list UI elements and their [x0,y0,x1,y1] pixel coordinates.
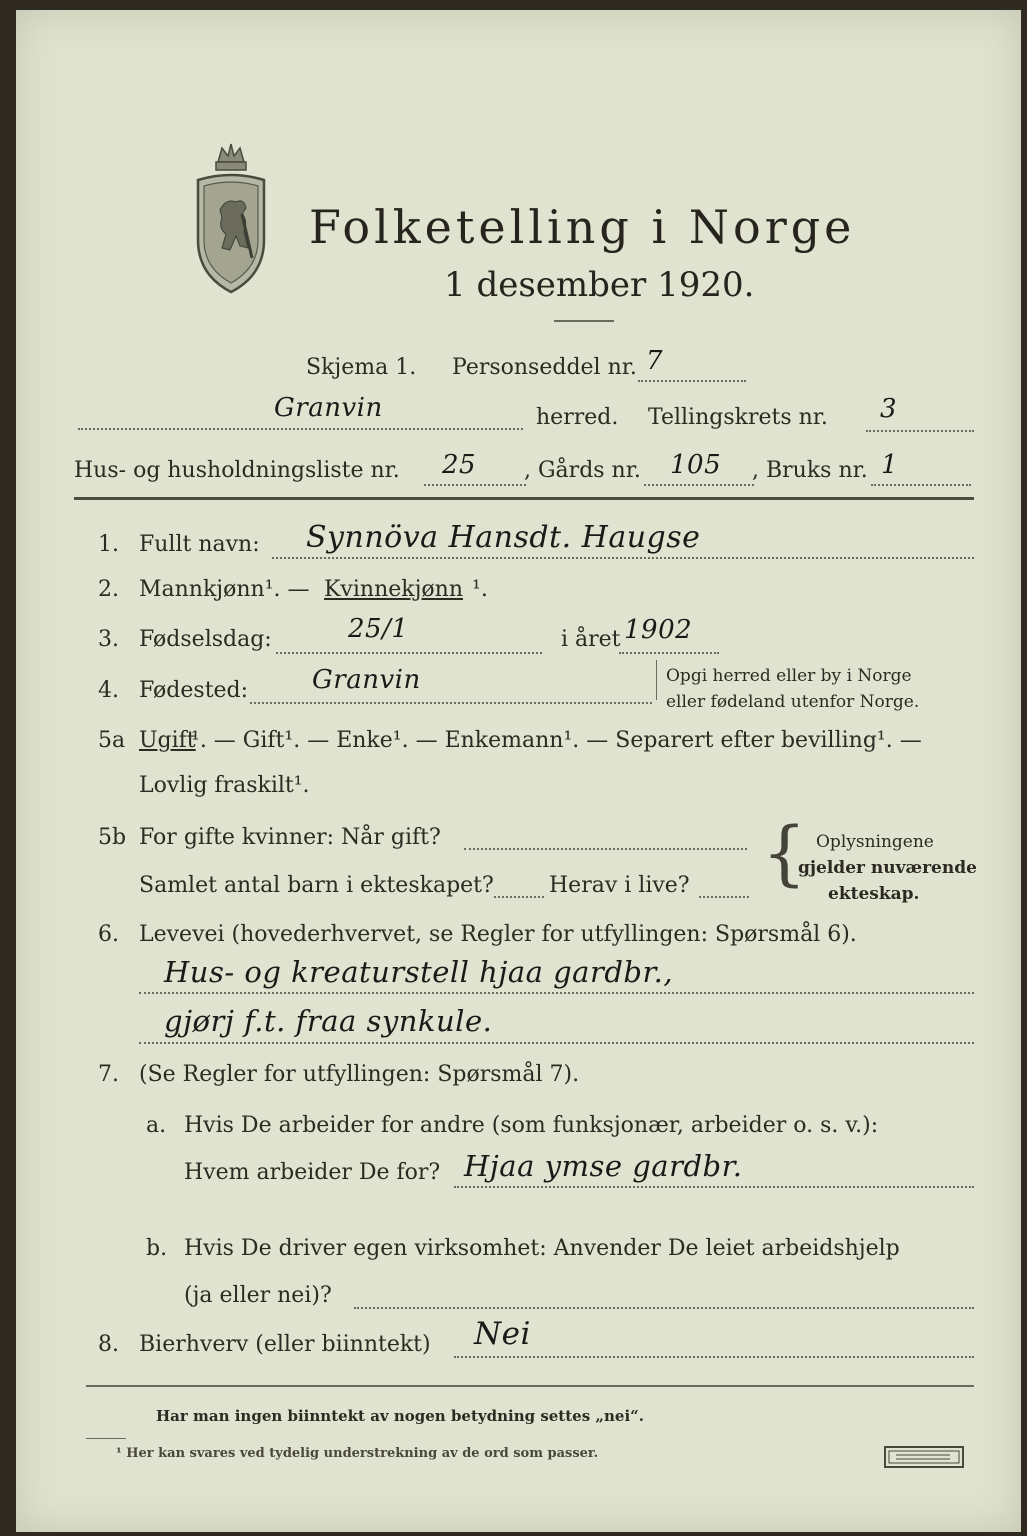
q4-number: 4. [98,678,119,703]
q5b-label3: Herav i live? [549,873,690,898]
q8-line [454,1356,974,1358]
q8-number: 8. [98,1332,119,1357]
q3-number: 3. [98,627,119,652]
tellingskrets-value: 3 [880,394,898,424]
footnote-rule [86,1438,126,1439]
q2-kvinne: Kvinnekjønn [324,577,463,602]
q5b-count-line [494,896,544,898]
q6-label: Levevei (hovederhvervet, se Regler for utfyllingen: Spørsmål 6). [139,922,857,947]
q5b-when-line [464,848,747,850]
personseddel-label: Personseddel nr. [452,355,637,380]
hus-line [424,484,526,486]
q7a-value: Hjaa ymse gardbr. [464,1149,743,1183]
herred-value: Granvin [274,393,383,423]
q2-mann: Mannkjønn¹. — [139,577,310,602]
q7b-line [354,1307,974,1309]
personseddel-value: 7 [646,346,664,376]
q5b-note3: ekteskap. [828,884,920,904]
q5a-line2: Lovlig fraskilt¹. [139,773,310,798]
q4-note-brace [656,660,659,700]
bruks-value: 1 [881,450,899,480]
q3-year-value: 1902 [624,615,693,645]
footer-note: Har man ingen biinntekt av nogen betydning settes „nei“. [156,1407,645,1425]
hus-value: 25 [442,450,477,480]
q5b-label2: Samlet antal barn i ekteskapet? [139,873,494,898]
q7a-question: Hvem arbeider De for? [184,1160,441,1185]
footer-divider [86,1385,974,1387]
q5b-alive-line [699,896,749,898]
q1-value: Synnöva Hansdt. Haugse [306,520,701,555]
q3-line [276,652,542,654]
q4-label: Fødested: [139,678,249,703]
q3-label: Fødselsdag: [139,627,272,652]
skjema-label: Skjema 1. [306,355,417,380]
q5a-ugift: Ugift [139,728,196,753]
q1-label: Fullt navn: [139,532,260,557]
bruks-line [871,484,971,486]
personseddel-line [638,380,746,382]
herred-line [78,428,523,430]
q2-number: 2. [98,577,119,602]
q5b-brace: { [762,812,807,894]
coat-of-arms-icon [190,140,272,300]
printer-mark-icon [884,1446,964,1468]
q7a-letter: a. [146,1113,167,1138]
q4-line [250,702,652,704]
tellingskrets-line [866,430,974,432]
q7b-label: Hvis De driver egen virksomhet: Anvender De leiet arbeidshjelp [184,1236,900,1261]
q2-end: ¹. [472,577,488,602]
footnote: ¹ Her kan svares ved tydelig understrekning av de ord som passer. [116,1446,599,1461]
tellingskrets-label: Tellingskrets nr. [648,405,828,430]
q7a-label: Hvis De arbeider for andre (som funksjonær, arbeider o. s. v.): [184,1113,879,1138]
q3-year-line [619,652,719,654]
census-form [16,10,1021,1532]
q5b-note2: gjelder nuværende [798,858,977,878]
q5a-options: ¹. — Gift¹. — Enke¹. — Enkemann¹. — Separert efter bevilling¹. — [191,728,922,753]
q5b-number: 5b [98,825,127,850]
header-divider [74,497,974,500]
q5a-number: 5a [98,728,126,753]
q1-number: 1. [98,532,119,557]
title-divider [554,320,614,322]
q4-note-line1: Opgi herred eller by i Norge [666,666,912,686]
form-date: 1 desember 1920. [444,265,755,305]
q3-value: 25/1 [348,614,409,644]
q5b-label1: For gifte kvinner: Når gift? [139,825,441,850]
form-title: Folketelling i Norge [309,200,856,254]
q6-value-line2: gjørj f.t. fraa synkule. [164,1004,493,1038]
q6-value-line1: Hus- og kreaturstell hjaa gardbr., [164,955,674,989]
gaards-value: 105 [670,450,722,480]
gaards-line [644,484,754,486]
herred-label: herred. [536,405,619,430]
q1-line [272,557,974,559]
q7a-line [454,1186,974,1188]
q6-line2 [139,1042,974,1044]
q7b-question: (ja eller nei)? [184,1283,332,1308]
q7-number: 7. [98,1062,119,1087]
q4-note-line2: eller fødeland utenfor Norge. [666,692,920,712]
q6-number: 6. [98,922,119,947]
q5b-note1: Oplysningene [816,832,934,852]
q8-label: Bierhverv (eller biinntekt) [139,1332,431,1357]
hus-label: Hus- og husholdningsliste nr. [74,458,400,483]
q7b-letter: b. [146,1236,168,1261]
gaards-label: , Gårds nr. [524,458,641,483]
q4-value: Granvin [312,665,421,695]
bruks-label: , Bruks nr. [752,458,868,483]
q6-line1 [139,992,974,994]
q3-year-label: i året [561,627,621,652]
q8-value: Nei [474,1316,531,1352]
q7-label: (Se Regler for utfyllingen: Spørsmål 7). [139,1062,580,1087]
